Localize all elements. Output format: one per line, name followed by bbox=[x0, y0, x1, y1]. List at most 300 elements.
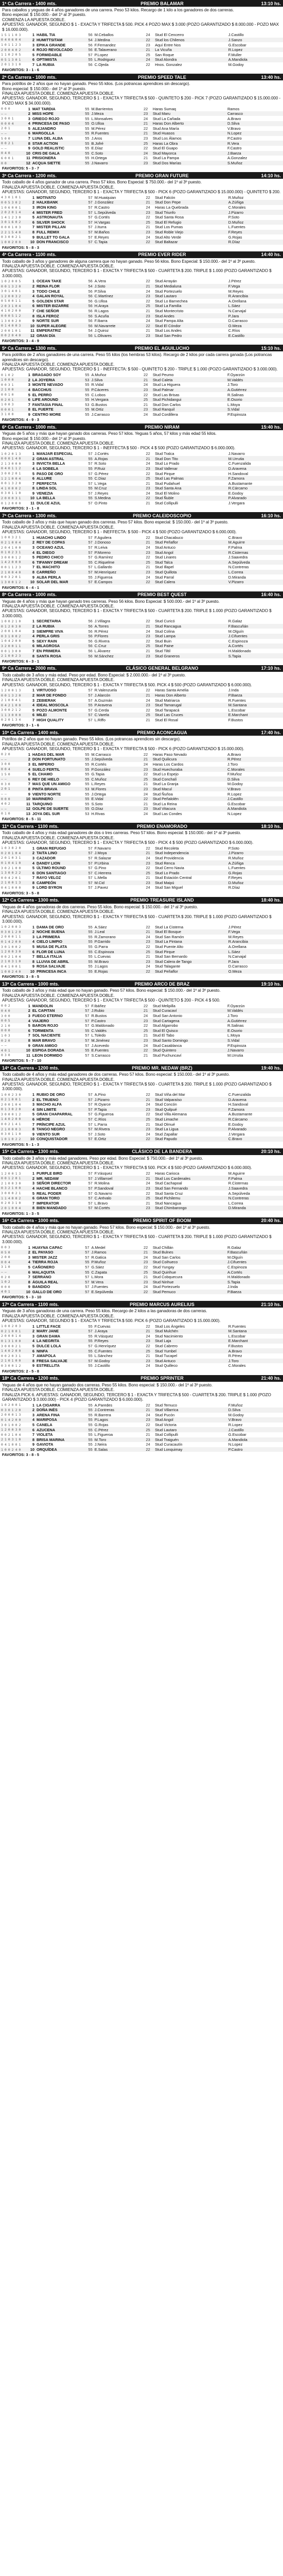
post-number: 23 bbox=[142, 1206, 154, 1211]
post-number: 23 bbox=[146, 42, 150, 47]
weight: 57 bbox=[84, 1359, 93, 1364]
owner-name: Stud Viña del Mar bbox=[155, 1092, 185, 1097]
entry-row bbox=[0, 1107, 283, 1112]
jockey-name: C.Riquelme bbox=[94, 560, 142, 565]
trainer-name: R.Salinas bbox=[227, 392, 244, 397]
trainer-name: H.Maldonado bbox=[228, 649, 251, 654]
jockey-name: C.Espinoza bbox=[94, 949, 142, 954]
jockey-name: O.Díaz bbox=[91, 806, 140, 811]
entry-row bbox=[0, 1363, 283, 1368]
past-performance: 0 0 0 1 0 3 bbox=[1, 225, 21, 229]
past-performance: 2 2 1 5 4 0 bbox=[0, 230, 25, 235]
race-block bbox=[0, 1301, 283, 1375]
post-number: 22 bbox=[146, 1402, 150, 1408]
past-performance: 1 0 0 2 1 0 bbox=[1, 619, 21, 623]
post-number: 25 bbox=[142, 949, 154, 954]
entry-row bbox=[0, 205, 283, 210]
horse-name: CONQUISTADOR bbox=[36, 1137, 84, 1142]
saddle-number: 6 bbox=[25, 303, 36, 309]
favorites-line bbox=[0, 974, 283, 980]
weight: 54 bbox=[88, 328, 93, 333]
post-number: 22 bbox=[144, 106, 148, 111]
entry-row bbox=[0, 649, 283, 654]
post-number: 21 bbox=[144, 782, 148, 787]
post-number: 23 bbox=[142, 860, 154, 866]
jockey-name: G.Cortés bbox=[94, 215, 110, 220]
entry-row bbox=[0, 964, 283, 969]
entry-row bbox=[0, 639, 283, 644]
weight: 57 bbox=[84, 880, 93, 886]
condition-line: Todo caballo de 3 años y más edad que no hayan ganado. Peso 57 kilos. Bono especial: $ 150.000.- del 1º al 3º puesto. bbox=[2, 988, 221, 993]
trainer-name: E.Marchant bbox=[227, 713, 283, 718]
jockey-name: P.González bbox=[91, 767, 140, 772]
saddle-number: 9 bbox=[28, 412, 30, 417]
horse-name: LIFE AROUND bbox=[31, 397, 81, 402]
entry-row bbox=[0, 954, 283, 959]
saddle-number: 4 bbox=[21, 1260, 31, 1265]
horse-name: BRAGADO SOY bbox=[32, 372, 61, 378]
race-number: 17ª Ca Carrera - 1100 mts. bbox=[2, 1301, 59, 1307]
owner-name: Stud Chillán bbox=[152, 1245, 173, 1250]
weight: 57 bbox=[88, 565, 93, 570]
past-performance: 5 0 0 bbox=[1, 136, 10, 141]
jockey-name: M.Vera bbox=[91, 1279, 140, 1284]
trainer-name: R.Cisternas bbox=[227, 550, 283, 555]
weight: 57 bbox=[88, 1112, 93, 1117]
entry-row bbox=[0, 136, 283, 141]
trainer-name: J.Sanzo bbox=[227, 38, 283, 43]
past-performance: 0 4 0 bbox=[0, 1008, 21, 1013]
entry-row bbox=[0, 1359, 283, 1364]
post-number: 24 bbox=[146, 1102, 150, 1107]
past-performance: 2 0 1 bbox=[0, 787, 21, 792]
weight: 57 bbox=[88, 451, 93, 456]
trainer-name: F.Bascuñán bbox=[227, 624, 283, 629]
trainer-name: N.Carvajal bbox=[228, 308, 246, 313]
jockey-name: O.Ulloa bbox=[91, 121, 140, 126]
saddle-number: 2 bbox=[21, 757, 31, 762]
trainer-name: H.Sandoval bbox=[228, 471, 248, 476]
saddle-number: 1 bbox=[32, 924, 34, 929]
owner-name: Stud Cobquecura bbox=[152, 1275, 183, 1280]
post-number: 22 bbox=[146, 924, 150, 929]
post-number: 23 bbox=[139, 787, 151, 792]
entry-row bbox=[0, 939, 283, 944]
trainer-name: S.Vidal bbox=[226, 1038, 283, 1043]
past-performance: 4 0 2 bbox=[1, 802, 10, 806]
past-performance: 1 2 0 0 1 3 bbox=[1, 1171, 21, 1176]
owner-name: Stud Renca bbox=[154, 860, 227, 866]
jockey-name: J.Carrasco bbox=[91, 412, 110, 417]
past-performance: 0 4 1 0 0 1 bbox=[1, 1442, 21, 1447]
entry-row bbox=[0, 959, 283, 964]
past-performance: 0 1 4 2 0 0 bbox=[0, 1417, 25, 1422]
saddle-number: 9 bbox=[32, 964, 34, 969]
saddle-number: 8 bbox=[25, 570, 36, 575]
post-number: 23 bbox=[142, 550, 154, 555]
owner-name: Stud Quillota bbox=[154, 570, 227, 575]
past-performance: — — bbox=[1, 1043, 7, 1048]
horse-name: VIAJERO bbox=[31, 1018, 81, 1023]
horse-name: VIENTO NORTE bbox=[32, 791, 61, 796]
past-performance: 0 3 0 bbox=[1, 782, 10, 786]
horse-name: CENTRO MORE bbox=[32, 412, 61, 417]
owner-name: Stud Quintero bbox=[152, 1048, 226, 1053]
condition-line: FINALIZA APUESTA DOBLE. COMIENZA APUESTA DOBLE. bbox=[2, 603, 115, 608]
trainer-name: C.Morales bbox=[228, 205, 246, 210]
past-performance: 0 4 2 1 0 0 bbox=[0, 703, 25, 708]
post-number: 21 bbox=[144, 1033, 148, 1038]
saddle-number: 4 bbox=[21, 1018, 31, 1023]
weight: 55 bbox=[84, 486, 93, 491]
past-performance: 1 0 0 2 4 0 bbox=[0, 1447, 25, 1452]
past-performance: 4 0 1 bbox=[0, 1048, 21, 1053]
post-number: 24 bbox=[146, 1412, 150, 1417]
entry-row bbox=[0, 215, 283, 220]
owner-name: Stud Villa Alemana bbox=[155, 1112, 187, 1117]
owner-name: Stud Algarrobo bbox=[152, 1023, 178, 1028]
saddle-number: 8 bbox=[21, 141, 31, 146]
race-number: 2ª Ca Carrera - 1000 mts. bbox=[2, 74, 57, 80]
owner-name: Stud El Tabo bbox=[152, 1033, 174, 1038]
post-number: 21 bbox=[142, 624, 154, 629]
horse-name: IRON KING bbox=[36, 205, 57, 210]
condition-line: Todo caballo de 3 años y más que hayan ganado dos carreras. Peso 57 kilos. Bono especial: $ 150.000.- del 1º al 3º puesto. bbox=[2, 520, 228, 525]
post-number: 22 bbox=[142, 38, 154, 43]
past-performance: 0 0 2 1 bbox=[0, 141, 21, 146]
weight: 55 bbox=[88, 574, 93, 580]
past-performance: 0 0 2 0 4 0 bbox=[0, 333, 25, 338]
past-performance: 1 0 3 0 2 0 bbox=[1, 846, 21, 851]
jockey-name: J.Pavez bbox=[94, 885, 109, 890]
post-number: 23 bbox=[139, 767, 151, 772]
horse-name: LINDA SOL bbox=[36, 486, 84, 491]
post-number: 22 bbox=[146, 1171, 150, 1176]
entry-row bbox=[0, 1102, 283, 1107]
entry-row bbox=[0, 924, 283, 929]
jockey-name: P.Urbina bbox=[94, 860, 142, 866]
jockey-name: C.Martínez bbox=[94, 294, 142, 299]
weight: 53 bbox=[85, 811, 90, 816]
jockey-name: F.Ibáñez bbox=[91, 1003, 106, 1008]
owner-name: Stud Providencia bbox=[155, 855, 184, 860]
horse-name: ÁGUILA REAL bbox=[31, 1279, 81, 1284]
weight: 57 bbox=[81, 1290, 91, 1295]
entry-row bbox=[0, 1206, 283, 1211]
owner-name: Stud Arrayán bbox=[155, 279, 177, 284]
entry-row bbox=[0, 693, 283, 698]
past-performance: 0 0 0 bbox=[0, 1028, 21, 1033]
saddle-number: 9 bbox=[32, 490, 34, 496]
owner-name: Stud Lautaro bbox=[154, 294, 227, 299]
trainer-name: O.Meza bbox=[227, 969, 283, 974]
saddle-number: 2 bbox=[25, 38, 36, 43]
race-time: 16:10 hs. bbox=[261, 513, 281, 518]
weight: 57 bbox=[85, 1284, 90, 1290]
race-block bbox=[0, 591, 283, 665]
trainer-name: V.Bravo bbox=[226, 787, 283, 792]
saddle-number: 5 bbox=[28, 1023, 30, 1028]
jockey-name: R.Pérez bbox=[94, 629, 109, 634]
past-performance: 0 5 0 0 1 1 bbox=[1, 299, 21, 303]
entry-row bbox=[0, 1427, 283, 1432]
race-name: PREMIO SPIRIT OF BOOM bbox=[133, 1218, 191, 1224]
saddle-number: 2 bbox=[25, 851, 36, 856]
entry-row bbox=[0, 555, 283, 560]
race-number: 7ª Ca Carrera - 1300 mts. bbox=[2, 513, 57, 518]
owner-name: Stud Portezuelo bbox=[152, 1284, 180, 1290]
horse-name: MARGOLLA bbox=[31, 131, 81, 136]
jockey-name: M.Flores bbox=[91, 787, 140, 792]
favorites-line bbox=[0, 338, 283, 345]
trainer-name: A.Gutiérrez bbox=[226, 1018, 283, 1023]
saddle-number: 4 bbox=[25, 1186, 36, 1191]
post-number: 23 bbox=[139, 806, 151, 811]
post-number: 25 bbox=[142, 1348, 154, 1353]
owner-name: Stud Linares bbox=[155, 555, 176, 560]
entry-row bbox=[0, 397, 283, 402]
saddle-number: 1 bbox=[28, 106, 30, 111]
weight: 55 bbox=[85, 761, 90, 767]
jockey-name: G.Henríquez bbox=[94, 1344, 116, 1349]
saddle-number: 3 bbox=[28, 382, 30, 387]
entries-table bbox=[0, 1324, 283, 1368]
horse-name: GRAN REFUGIO bbox=[36, 845, 66, 851]
horse-name: GRAN DÍA bbox=[36, 333, 84, 338]
trainer-name: G.Rojas bbox=[228, 234, 242, 240]
horse-name: LUNA DEL ALBA bbox=[32, 136, 63, 141]
saddle-number: 7 bbox=[32, 1432, 34, 1437]
saddle-number: 2 bbox=[25, 693, 36, 698]
horse-name: SANTA ROSA bbox=[36, 653, 84, 658]
trainer-name: D.Muñoz bbox=[227, 220, 283, 225]
trainer-name: L.Escobar bbox=[228, 707, 246, 713]
entry-row bbox=[0, 318, 283, 324]
weight: 57 bbox=[81, 1250, 91, 1255]
owner-name: Stud los Chilenos bbox=[154, 38, 227, 43]
jockey-name: R.Gatica bbox=[91, 1255, 107, 1260]
post-number: 21 bbox=[144, 156, 148, 161]
weight: 55 bbox=[85, 126, 90, 131]
saddle-number: 2 bbox=[21, 1008, 31, 1013]
post-number: 21 bbox=[142, 1408, 154, 1413]
weight: 55 bbox=[84, 1338, 93, 1344]
horse-name: MONTE NEVADO bbox=[32, 382, 63, 387]
race-name: PREMIO NIRAM bbox=[145, 424, 180, 430]
jockey-name: H.Ortega bbox=[91, 156, 107, 161]
owner-name: Stud Las Brisas bbox=[152, 392, 180, 397]
past-performance: 0 0 0 1 bbox=[0, 407, 21, 412]
owner-name: Stud Lautaro bbox=[154, 1427, 227, 1432]
race-time: 15:10 hs. bbox=[261, 345, 281, 351]
saddle-number: 5 bbox=[28, 1264, 30, 1269]
trainer-name: M.Valdés bbox=[226, 377, 283, 382]
condition-line: Para caballos y yeguas de 4 años ganadores de una carrera. Peso 53 kilos. Recargo de 1 kilo a los ganadores de dos carreras. bbox=[2, 8, 234, 12]
horse-name: MISS HOPE bbox=[31, 111, 81, 116]
saddle-number: 5 bbox=[32, 866, 34, 871]
post-number: 23 bbox=[142, 1359, 154, 1364]
trainer-name: F.Muller bbox=[228, 52, 242, 57]
favorites-label: FAVORITOS: bbox=[2, 1368, 25, 1374]
horse-name: PRINCESA DE PASO bbox=[31, 121, 81, 126]
trainer-name: N.Contreras bbox=[228, 565, 249, 570]
post-number: 22 bbox=[146, 1092, 150, 1097]
horse-name: GALAN ROYAL bbox=[36, 294, 84, 299]
post-number: 24 bbox=[146, 461, 150, 466]
weight: 57 bbox=[85, 1003, 90, 1008]
saddle-number: 7 bbox=[32, 225, 34, 230]
past-performance: 3 1 0 bbox=[1, 1265, 10, 1269]
jockey-name: C.Diaz bbox=[94, 476, 142, 481]
owner-name: Stud Pampa Alta bbox=[155, 318, 184, 324]
trainer-name: N.Lopez bbox=[227, 811, 242, 816]
condition-line: APUESTAS: GANADOR, SEGUNDO, TERCERO $ 1 - EXACTA Y TRIFECTA $ 500 - PICK 6 (POZO GARANTIZADO $ 15.000.000). bbox=[2, 747, 244, 752]
owner-name: Stud Tamarugal bbox=[154, 703, 227, 708]
jockey-name: J.Figueroa bbox=[94, 574, 113, 580]
condition-line: Todo caballo de 4 años ganador de una carrera. Peso 57 kilos. Bono Especial: $ 750.000.- del 1º al 3º puesto. bbox=[2, 180, 202, 185]
entry-row bbox=[0, 703, 283, 708]
saddle-number: 7 bbox=[32, 875, 34, 880]
trainer-name: A.Bravo bbox=[227, 752, 241, 757]
horse-name: BULLET TO GALA bbox=[36, 234, 70, 240]
owner-name: Stud Maru bbox=[152, 111, 226, 116]
jockey-name: G.Rivera bbox=[94, 638, 110, 643]
past-performance: 3 0 0 0 1 2 bbox=[1, 555, 21, 560]
weight: 57 bbox=[84, 540, 93, 545]
owner-name: Stud Nacimiento bbox=[155, 1333, 183, 1338]
favorites-value: 3 - 4 - 9 bbox=[26, 338, 40, 344]
weight: 55 bbox=[84, 939, 93, 944]
jockey-name: O.Pinto bbox=[94, 501, 108, 506]
entry-row bbox=[0, 1097, 283, 1102]
condition-line: Bono especial: $ 150.000.- del 1º al 3º puesto. bbox=[2, 436, 86, 441]
saddle-number: 4 bbox=[25, 1107, 36, 1112]
weight: 57 bbox=[84, 1176, 93, 1181]
horse-name: DANDY LION bbox=[36, 860, 84, 866]
race-header bbox=[0, 0, 283, 7]
favorites-label: FAVORITOS: bbox=[2, 1142, 25, 1147]
past-performance: 0 0 5 3 0 2 bbox=[0, 200, 25, 205]
trainer-name: M.Valdés bbox=[226, 1008, 283, 1013]
race-time: 19:40 hs. bbox=[261, 1065, 281, 1071]
saddle-number: 1 bbox=[32, 1324, 34, 1329]
trainer-name: R.Cisternas bbox=[228, 1181, 249, 1186]
saddle-number: 2 bbox=[25, 929, 36, 935]
jockey-name: E.Vidal bbox=[91, 796, 140, 802]
horse-name: SUELO FERTIL bbox=[31, 767, 81, 772]
post-number: 22 bbox=[142, 323, 154, 328]
horse-name: ORQUÍDEA bbox=[36, 1447, 84, 1452]
favorites-label: FAVORITOS: bbox=[2, 338, 25, 344]
saddle-number: 6 bbox=[25, 1348, 36, 1353]
saddle-number: 3 bbox=[32, 1181, 34, 1186]
entry-row bbox=[0, 1023, 283, 1028]
owner-name: Stud Huasos bbox=[152, 131, 226, 136]
trainer-name: F.Reyes bbox=[227, 230, 283, 235]
saddle-number: 9 bbox=[32, 885, 34, 890]
past-performance: 1 0 2 bbox=[0, 1279, 21, 1284]
post-number: 24 bbox=[146, 934, 150, 939]
jockey-name: A.Medel bbox=[91, 1245, 105, 1250]
past-performance: 3 0 0 bbox=[1, 762, 10, 767]
entry-row bbox=[0, 313, 283, 318]
weight: 57 bbox=[84, 870, 93, 875]
past-performance: 3 0 0 2 1 2 bbox=[1, 708, 21, 713]
jockey-name: J.Silva bbox=[91, 377, 140, 382]
trainer-name: R.Lopez bbox=[227, 47, 283, 53]
horse-name: ALBA PERLA bbox=[36, 574, 61, 580]
jockey-name: L.Mora bbox=[91, 1275, 103, 1280]
post-number: 23 bbox=[142, 634, 154, 639]
owner-name: Stud Pichilemu bbox=[154, 1196, 227, 1201]
entries-table bbox=[0, 1171, 283, 1211]
post-number: 22 bbox=[142, 240, 154, 245]
horse-name: PASO DE ORO bbox=[36, 471, 63, 476]
owner-name: Stud San Miguel bbox=[155, 885, 183, 890]
trainer-name: M.Reyes bbox=[228, 289, 243, 294]
weight: 57 bbox=[85, 1275, 90, 1280]
trainer-name: J.Castillo bbox=[228, 32, 244, 38]
post-number: 23 bbox=[142, 466, 154, 471]
jockey-name: J.Cortés bbox=[94, 451, 109, 456]
weight: 55 bbox=[81, 387, 91, 393]
owner-name: Stud Ana María bbox=[152, 126, 179, 131]
entry-row bbox=[0, 772, 283, 777]
post-number: 21 bbox=[142, 1176, 154, 1181]
jockey-name: M.Navarrete bbox=[94, 323, 142, 328]
entry-row bbox=[0, 225, 283, 230]
post-number: 23 bbox=[142, 294, 154, 299]
horse-name: INVICTA BELLA bbox=[36, 461, 65, 466]
jockey-name: A.Sáez bbox=[94, 924, 107, 929]
post-number: 23 bbox=[142, 1437, 154, 1443]
owner-name: Stud Pemuco bbox=[152, 1290, 226, 1295]
jockey-name: G.Ramírez bbox=[94, 555, 113, 560]
condition-line: Bono especial: $ 150.000.- del 1º al 3º puesto. bbox=[2, 86, 86, 91]
favorites-line bbox=[0, 658, 283, 665]
past-performance: 1 5 1 1 0 3 bbox=[1, 32, 21, 37]
weight: 57 bbox=[88, 195, 93, 200]
horse-name: EL FUERTE bbox=[31, 407, 81, 412]
past-performance: 3 0 1 0 0 2 bbox=[1, 944, 21, 949]
saddle-number: 4 bbox=[25, 550, 36, 555]
saddle-number: 12 bbox=[21, 161, 31, 166]
past-performance: 1 2 0 0 3 2 bbox=[0, 294, 25, 299]
weight: 57 bbox=[84, 570, 93, 575]
trainer-name: R.Arancibia bbox=[227, 939, 283, 944]
jockey-name: L.Reyes bbox=[91, 782, 105, 787]
entry-row bbox=[0, 486, 283, 491]
entry-row bbox=[0, 560, 283, 565]
saddle-number: 7 bbox=[32, 717, 34, 722]
favorites-label: FAVORITOS: bbox=[2, 506, 25, 511]
entry-row bbox=[0, 57, 283, 62]
jockey-name: R.Valenzuela bbox=[94, 688, 117, 693]
jockey-name: M.Bravo bbox=[94, 959, 142, 964]
horse-name: MAS QUE UN AMIGO bbox=[32, 782, 70, 787]
past-performance: 0 2 1 0 0 1 bbox=[0, 1329, 25, 1334]
race-header bbox=[0, 251, 283, 258]
owner-name: Stud Pirque bbox=[154, 949, 227, 954]
past-performance: 2 0 3 1 0 4 bbox=[0, 303, 25, 309]
saddle-number: 1 bbox=[32, 535, 34, 540]
weight: 57 bbox=[84, 1097, 93, 1102]
race-number: 8ª Ca Carrera - 1000 mts. bbox=[2, 592, 57, 598]
post-number: 25 bbox=[139, 776, 151, 782]
condition-line: FINALIZA APUESTA DOBLE. COMIENZA APUESTA DOBLE. bbox=[2, 263, 115, 268]
owner-name: Stud Curicó bbox=[155, 619, 175, 624]
jockey-name: E.Díaz bbox=[91, 146, 103, 151]
